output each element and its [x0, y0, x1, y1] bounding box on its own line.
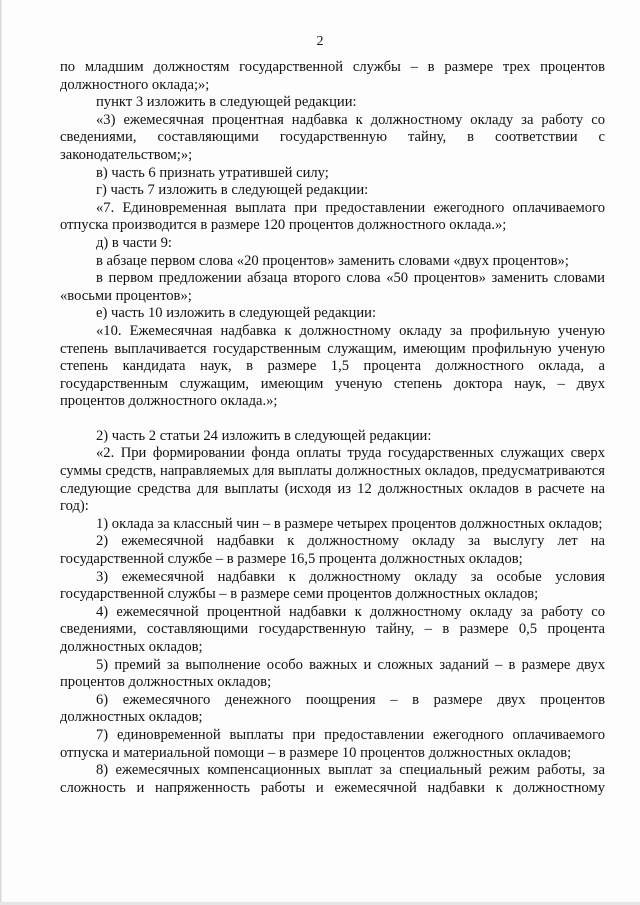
paragraph-9: в первом предложении абзаца второго слова «50 процентов» заменить словами «восьми процентов»;	[60, 270, 605, 304]
paragraph-2: пункт 3 изложить в следующей редакции:	[96, 94, 357, 111]
page-number: 2	[316, 34, 324, 49]
list-item-2: 2) ежемесячной надбавки к должностному окладу за выслугу лет на государственной службе – в размере 16,5 процента должностных окладов;	[60, 533, 605, 568]
paragraph-10: е) часть 10 изложить в следующей редакции:	[96, 305, 377, 322]
paragraph-11: «10. Ежемесячная надбавка к должностному окладу за профильную ученую степень выплачивается государственным служащим, имеющим профильную ученую степень кандидата наук, в размере 1,5 процента должностного оклада, а государственным служащим, имеющим ученую степень доктора наук, – двух процентов должностного оклада.»;	[60, 322, 605, 410]
list-item-6: 6) ежемесячного денежного поощрения – в размере двух процентов должностных окладов;	[60, 691, 605, 726]
document-body	[60, 59, 605, 797]
paragraph-12: 2) часть 2 статьи 24 изложить в следующей редакции:	[96, 427, 432, 444]
paragraph-8: в абзаце первом слова «20 процентов» заменить словами «двух процентов»;	[96, 252, 569, 269]
list-item-4: 4) ежемесячной процентной надбавки к должностному окладу за работу со сведениями, составляющими государственную тайну, – в размере 0,5 процента должностных окладов;	[60, 603, 605, 655]
paragraph-3: «3) ежемесячная процентная надбавка к должностному окладу за работу со сведениями, составляющими государственную тайну, в соответствии с законодательством;»;	[60, 111, 605, 163]
paragraph-1-continuation: по младшим должностям государственной службы – в размере трех процентов должностного оклада;»;	[60, 59, 605, 93]
list-item-1: 1) оклада за классный чин – в размере четырех процентов должностных окладов;	[96, 515, 603, 532]
list-item-5: 5) премий за выполнение особо важных и сложных заданий – в размере двух процентов должностных окладов;	[60, 656, 605, 691]
paragraph-5: г) часть 7 изложить в следующей редакции:	[96, 182, 369, 199]
paragraph-7: д) в части 9:	[96, 234, 172, 251]
paragraph-6: «7. Единовременная выплата при предоставлении ежегодного оплачиваемого отпуска производится в размере 120 процентов должностного оклада.»;	[60, 199, 605, 234]
list-item-8: 8) ежемесячных компенсационных выплат за специальный режим работы, за сложность и напряженность работы и ежемесячной надбавки к должностному	[60, 762, 605, 796]
paragraph-4: в) часть 6 признать утратившей силу;	[96, 164, 329, 181]
paragraph-13: «2. При формировании фонда оплаты труда государственных служащих сверх суммы средств, направляемых для выплаты должностных окладов, предусматриваются следующие средства для выплаты (исходя из 12 должностных окладов в расчете на год):	[60, 445, 605, 515]
list-item-3: 3) ежемесячной надбавки к должностному окладу за особые условия государственной службы – в размере семи процентов должностных окладов;	[60, 568, 605, 603]
list-item-7: 7) единовременной выплаты при предоставлении ежегодного оплачиваемого отпуска и материальной помощи – в размере 10 процентов должностных окладов;	[60, 726, 605, 761]
scan-edge-shadow	[0, 0, 2, 905]
